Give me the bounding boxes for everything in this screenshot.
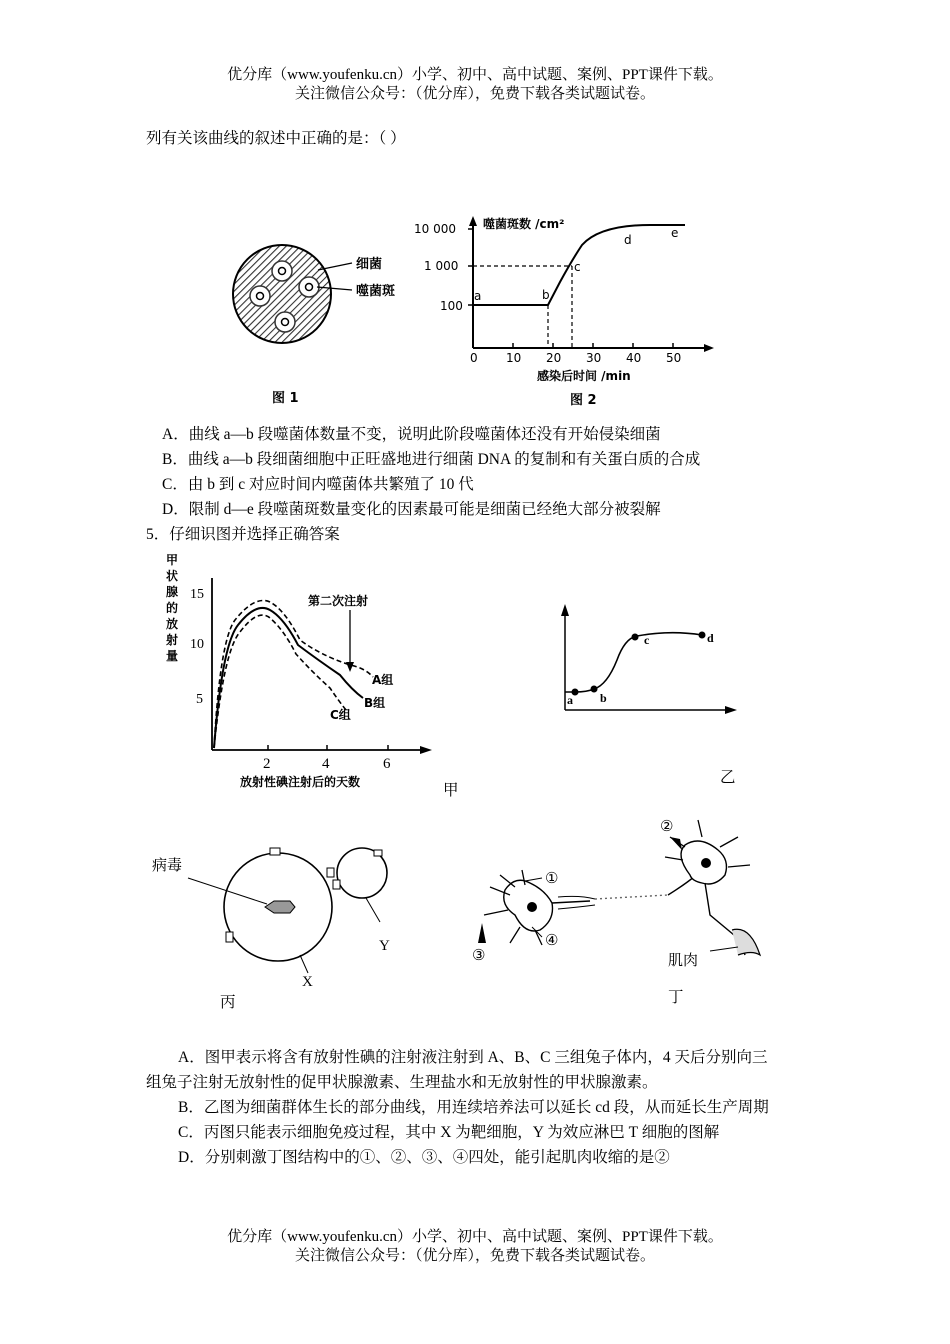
jia-ytick: 10 bbox=[190, 637, 204, 652]
yi-point-b: b bbox=[600, 691, 607, 705]
fig2-y-ticks bbox=[414, 222, 473, 313]
label-bacteria: 细菌 bbox=[356, 257, 383, 272]
jia-label-a: A组 bbox=[372, 673, 394, 687]
muscle-icon bbox=[732, 929, 760, 955]
q5-option-a-cont: 组兔子注射无放射性的促甲状腺激素、生理盐水和无放射性的甲状腺激素。 bbox=[146, 1074, 658, 1091]
bing-y-label: Y bbox=[379, 938, 390, 954]
jia-ylabel-char: 量 bbox=[166, 649, 179, 663]
q4-option-b: B．曲线 a—b 段细菌细胞中正旺盛地进行细菌 DNA 的复制和有关蛋白质的合成 bbox=[162, 451, 701, 468]
fig2-point-a: a bbox=[474, 289, 482, 303]
fig2-ytick: 10 000 bbox=[414, 222, 456, 236]
jia-curve-b bbox=[214, 608, 363, 748]
jia-ylabel-char: 腺 bbox=[166, 585, 179, 599]
fig2-point-d: d bbox=[624, 233, 632, 247]
footer-line-2: 关注微信公众号：（优分库），免费下载各类试题试卷。 bbox=[294, 1248, 655, 1264]
ding-marker-3: ③ bbox=[472, 948, 486, 964]
figure-ding bbox=[470, 815, 780, 975]
fig2-xtick: 0 bbox=[470, 351, 478, 365]
jia-ytick: 5 bbox=[196, 692, 203, 707]
jia-ylabel-char: 放 bbox=[166, 617, 179, 631]
jia-ylabel-char: 状 bbox=[166, 569, 179, 583]
figure-2-caption: 图 2 bbox=[570, 393, 597, 408]
header-line-2: 关注微信公众号：（优分库），免费下载各类试题试卷。 bbox=[294, 86, 655, 102]
bing-x-label: X bbox=[302, 974, 313, 990]
ding-marker-1: ① bbox=[545, 871, 559, 887]
label-plaque: 噬菌斑 bbox=[356, 284, 396, 299]
jia-label-b: B组 bbox=[364, 696, 386, 710]
jia-ytick: 15 bbox=[190, 587, 204, 602]
fig2-ylabel: 噬菌斑数 /cm² bbox=[483, 217, 565, 231]
ding-marker-2: ② bbox=[660, 819, 674, 835]
figure-jia bbox=[160, 550, 470, 800]
ding-muscle-label: 肌肉 bbox=[668, 953, 699, 969]
jia-curve-a bbox=[214, 600, 373, 748]
jia-xtick: 6 bbox=[383, 756, 391, 772]
fig2-point-c: c bbox=[574, 260, 581, 274]
bing-caption: 丙 bbox=[220, 994, 236, 1011]
fig2-ytick: 100 bbox=[440, 299, 463, 313]
ding-caption: 丁 bbox=[668, 989, 684, 1006]
jia-label-c: C组 bbox=[330, 708, 351, 722]
yi-point-c: c bbox=[644, 633, 650, 647]
yi-caption: 乙 bbox=[720, 769, 736, 786]
figure-2 bbox=[410, 210, 730, 410]
q4-option-a: A．曲线 a—b 段噬菌体数量不变，说明此阶段噬菌体还没有开始侵染细菌 bbox=[162, 426, 661, 443]
jia-annotation: 第二次注射 bbox=[308, 594, 369, 608]
q5-option-a: A．图甲表示将含有放射性碘的注射液注射到 A、B、C 三组兔子体内，4 天后分别向三 bbox=[178, 1049, 768, 1066]
jia-ylabel-char: 甲 bbox=[166, 553, 179, 567]
fig2-xtick: 10 bbox=[506, 351, 522, 365]
jia-ylabel-char: 射 bbox=[166, 633, 179, 647]
fig2-xtick: 20 bbox=[546, 351, 562, 365]
q5-option-d: D．分别刺激丁图结构中的①、②、③、④四处，能引起肌肉收缩的是② bbox=[178, 1149, 670, 1166]
yi-curve bbox=[565, 633, 702, 692]
figure-yi bbox=[545, 600, 745, 720]
figure-bing bbox=[150, 838, 400, 1008]
jia-curve-c bbox=[214, 615, 346, 748]
yi-point-a: a bbox=[567, 693, 573, 707]
yi-point-d: d bbox=[707, 631, 714, 645]
fig2-ytick: 1 000 bbox=[424, 259, 459, 273]
jia-ylabel-char: 的 bbox=[166, 601, 179, 615]
fig2-point-b: b bbox=[542, 288, 550, 302]
header-line-1: 优分库（www.youfenku.cn）小学、初中、高中试题、案例、PPT课件下载。 bbox=[227, 67, 723, 83]
fig2-xtick: 50 bbox=[666, 351, 682, 365]
q4-option-d: D．限制 d—e 段噬菌斑数量变化的因素最可能是细菌已经绝大部分被裂解 bbox=[162, 501, 661, 518]
fig2-point-e: e bbox=[671, 226, 679, 240]
jia-caption: 甲 bbox=[443, 782, 459, 799]
q5-stem: 5．仔细识图并选择正确答案 bbox=[146, 526, 340, 543]
q5-option-b: B．乙图为细菌群体生长的部分曲线，用连续培养法可以延长 cd 段，从而延长生产周期 bbox=[178, 1099, 769, 1116]
q4-stem: 列有关该曲线的叙述中正确的是：（ ） bbox=[146, 130, 406, 147]
footer-line-1: 优分库（www.youfenku.cn）小学、初中、高中试题、案例、PPT课件下载。 bbox=[227, 1229, 723, 1245]
fig2-xtick: 30 bbox=[586, 351, 602, 365]
q4-option-c: C．由 b 到 c 对应时间内噬菌体共繁殖了 10 代 bbox=[162, 476, 474, 493]
q5-option-c: C．丙图只能表示细胞免疫过程，其中 X 为靶细胞，Y 为效应淋巴 T 细胞的图解 bbox=[178, 1124, 720, 1141]
fig2-x-ticks bbox=[470, 343, 681, 365]
bing-virus-label: 病毒 bbox=[152, 858, 183, 874]
figure-1-caption: 图 1 bbox=[272, 391, 299, 406]
fig2-xlabel: 感染后时间 /min bbox=[537, 369, 631, 383]
jia-xtick: 4 bbox=[322, 756, 330, 772]
ding-marker-4: ④ bbox=[545, 933, 559, 949]
figure-1 bbox=[228, 240, 408, 410]
fig2-xtick: 40 bbox=[626, 351, 642, 365]
jia-xtick: 2 bbox=[263, 756, 271, 772]
jia-xlabel: 放射性碘注射后的天数 bbox=[240, 775, 361, 789]
jia-ylabel bbox=[166, 553, 178, 663]
